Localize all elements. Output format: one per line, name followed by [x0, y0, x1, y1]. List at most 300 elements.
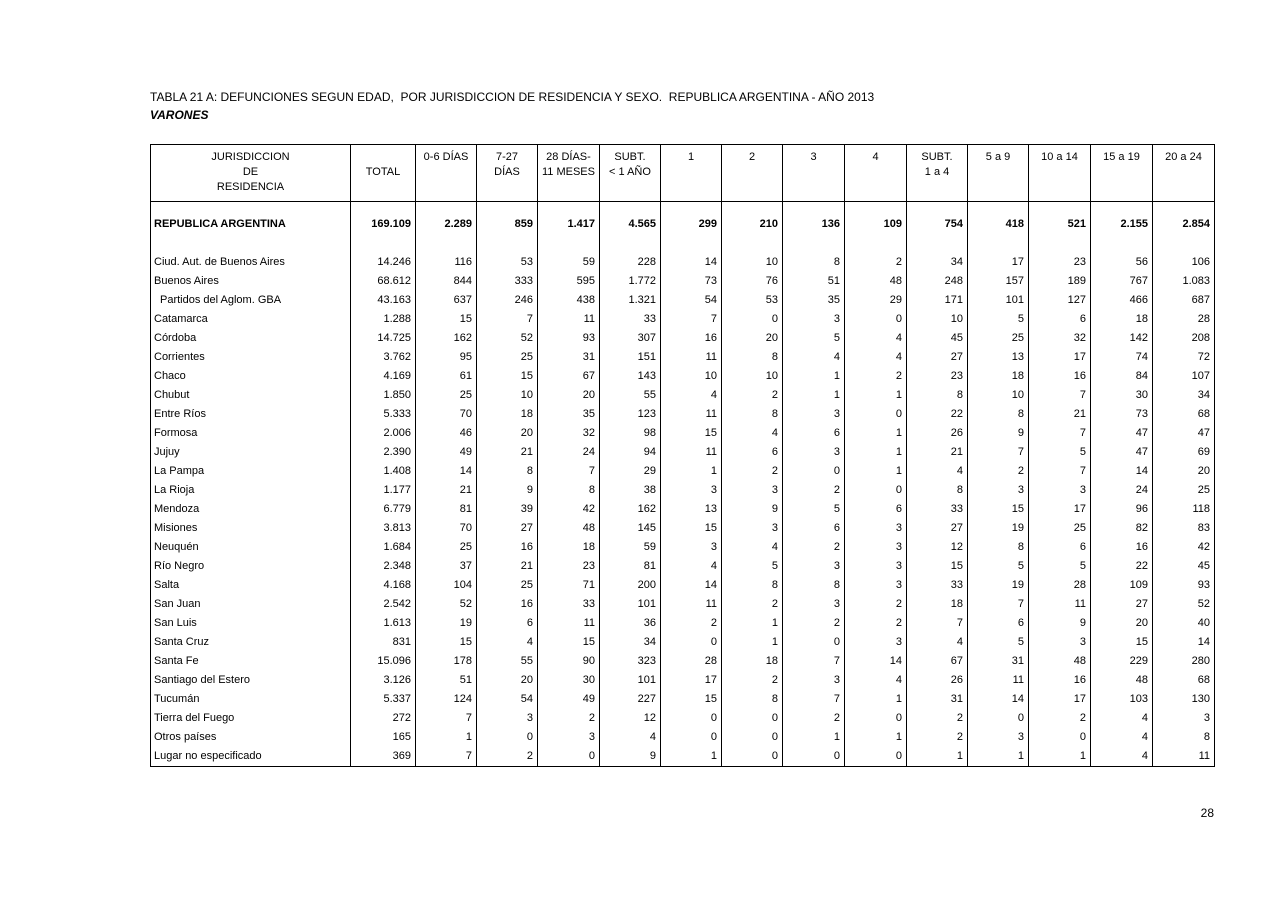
cell: 3: [783, 405, 845, 424]
cell: 82: [1091, 519, 1153, 538]
cell: 49: [538, 690, 600, 709]
cell: 4: [722, 538, 783, 557]
cell: 6.779: [351, 500, 416, 519]
cell: 26: [907, 424, 968, 443]
cell: 7: [1029, 462, 1091, 481]
cell: 2: [783, 614, 845, 633]
cell: 6: [722, 443, 783, 462]
cell: 2: [845, 367, 907, 386]
cell: 15: [661, 424, 722, 443]
cell: 0: [722, 709, 783, 728]
cell: 93: [1153, 576, 1215, 595]
cell: 323: [600, 652, 661, 671]
cell: 0: [661, 633, 722, 652]
cell: [600, 202, 661, 215]
cell: 7: [538, 462, 600, 481]
cell: 20: [722, 329, 783, 348]
cell: [351, 234, 416, 253]
cell: 162: [416, 329, 477, 348]
cell: 2: [968, 462, 1029, 481]
table-row: [151, 443, 1215, 462]
cell: 124: [416, 690, 477, 709]
cell: 27: [907, 348, 968, 367]
cell: 831: [351, 633, 416, 652]
cell: 8: [722, 405, 783, 424]
cell: 3: [1153, 709, 1215, 728]
cell: 72: [1153, 348, 1215, 367]
cell: 118: [1153, 500, 1215, 519]
cell: 1: [722, 614, 783, 633]
table-row: [151, 481, 1215, 500]
row-label: Mendoza: [151, 500, 351, 519]
cell: 1.613: [351, 614, 416, 633]
cell: 7: [968, 443, 1029, 462]
cell: 2.006: [351, 424, 416, 443]
cell: 151: [600, 348, 661, 367]
cell: 2: [783, 709, 845, 728]
cell: 157: [968, 272, 1029, 291]
cell: 55: [477, 652, 538, 671]
cell: 19: [968, 576, 1029, 595]
table-row: [151, 253, 1215, 272]
row-label: Córdoba: [151, 329, 351, 348]
cell: [722, 202, 783, 215]
cell: 5: [968, 633, 1029, 652]
cell: 24: [538, 443, 600, 462]
cell: 32: [538, 424, 600, 443]
cell: 8: [1153, 728, 1215, 747]
cell: 14: [661, 576, 722, 595]
cell: 109: [1091, 576, 1153, 595]
cell: 123: [600, 405, 661, 424]
cell: 5: [1029, 557, 1091, 576]
cell: [600, 234, 661, 253]
cell: 2: [477, 747, 538, 767]
cell: 98: [600, 424, 661, 443]
cell: 11: [661, 405, 722, 424]
table-row: [151, 272, 1215, 291]
cell: 1: [845, 462, 907, 481]
cell: 418: [968, 215, 1029, 234]
cell: [845, 234, 907, 253]
cell: 5: [783, 500, 845, 519]
cell: 1: [845, 386, 907, 405]
cell: 25: [477, 348, 538, 367]
cell: 15: [416, 310, 477, 329]
cell: 47: [1091, 424, 1153, 443]
column-header: 10 a 14: [1029, 145, 1091, 202]
cell: 162: [600, 500, 661, 519]
table-body: [151, 202, 1215, 767]
cell: 6: [845, 500, 907, 519]
cell: 130: [1153, 690, 1215, 709]
cell: 7: [907, 614, 968, 633]
cell: 1.288: [351, 310, 416, 329]
row-label: REPUBLICA ARGENTINA: [151, 215, 351, 234]
cell: 25: [477, 576, 538, 595]
cell: 859: [477, 215, 538, 234]
cell: 2: [722, 595, 783, 614]
cell: 68.612: [351, 272, 416, 291]
cell: 2: [907, 709, 968, 728]
table-row: [151, 329, 1215, 348]
cell: 20: [477, 424, 538, 443]
cell: 2: [845, 253, 907, 272]
cell: 51: [416, 671, 477, 690]
cell: 6: [1029, 310, 1091, 329]
cell: [968, 202, 1029, 215]
cell: 844: [416, 272, 477, 291]
cell: 59: [538, 253, 600, 272]
cell: 3: [538, 728, 600, 747]
cell: 15: [1091, 633, 1153, 652]
cell: 27: [907, 519, 968, 538]
cell: 16: [477, 538, 538, 557]
cell: 5: [1029, 443, 1091, 462]
cell: 466: [1091, 291, 1153, 310]
cell: 34: [1153, 386, 1215, 405]
cell: 4: [783, 348, 845, 367]
cell: 45: [907, 329, 968, 348]
cell: 73: [1091, 405, 1153, 424]
cell: 1: [845, 443, 907, 462]
cell: [907, 234, 968, 253]
cell: 31: [907, 690, 968, 709]
cell: [477, 202, 538, 215]
cell: 20: [477, 671, 538, 690]
cell: 0: [845, 481, 907, 500]
cell: 22: [907, 405, 968, 424]
cell: 307: [600, 329, 661, 348]
cell: [1153, 234, 1215, 253]
cell: 1: [845, 424, 907, 443]
cell: 17: [1029, 690, 1091, 709]
cell: 21: [416, 481, 477, 500]
cell: 54: [477, 690, 538, 709]
cell: 34: [600, 633, 661, 652]
cell: 25: [1153, 481, 1215, 500]
cell: 34: [907, 253, 968, 272]
table-row: [151, 215, 1215, 234]
cell: 25: [968, 329, 1029, 348]
cell: 3: [1029, 481, 1091, 500]
cell: 19: [968, 519, 1029, 538]
cell: 15: [907, 557, 968, 576]
page-content: [150, 90, 1214, 767]
cell: 0: [845, 310, 907, 329]
cell: 48: [1029, 652, 1091, 671]
cell: 1.850: [351, 386, 416, 405]
cell: 11: [1029, 595, 1091, 614]
cell: 93: [538, 329, 600, 348]
cell: 3: [968, 728, 1029, 747]
cell: [538, 234, 600, 253]
cell: 81: [416, 500, 477, 519]
cell: 4.168: [351, 576, 416, 595]
cell: 18: [907, 595, 968, 614]
column-header: 3: [783, 145, 845, 202]
cell: 12: [907, 538, 968, 557]
cell: [968, 234, 1029, 253]
cell: 47: [1153, 424, 1215, 443]
cell: 104: [416, 576, 477, 595]
cell: 0: [1029, 728, 1091, 747]
cell: 2: [845, 614, 907, 633]
cell: 4.169: [351, 367, 416, 386]
cell: 169.109: [351, 215, 416, 234]
cell: 1: [845, 728, 907, 747]
cell: 2: [722, 386, 783, 405]
cell: 33: [907, 576, 968, 595]
cell: 68: [1153, 405, 1215, 424]
cell: 21: [477, 557, 538, 576]
cell: 8: [783, 253, 845, 272]
cell: 18: [722, 652, 783, 671]
cell: 53: [477, 253, 538, 272]
cell: 8: [907, 481, 968, 500]
cell: 6: [968, 614, 1029, 633]
cell: 4: [907, 633, 968, 652]
cell: 24: [1091, 481, 1153, 500]
row-label: Lugar no especificado: [151, 747, 351, 767]
cell: 0: [661, 709, 722, 728]
column-header: TOTAL: [351, 145, 416, 202]
table-row: [151, 519, 1215, 538]
cell: 3: [661, 538, 722, 557]
cell: 11: [661, 348, 722, 367]
table-row: [151, 310, 1215, 329]
cell: 17: [1029, 348, 1091, 367]
cell: 35: [783, 291, 845, 310]
cell: [1029, 234, 1091, 253]
cell: 30: [538, 671, 600, 690]
page-number: 28: [1200, 806, 1214, 820]
row-label: Río Negro: [151, 557, 351, 576]
row-label: Otros países: [151, 728, 351, 747]
cell: 1.684: [351, 538, 416, 557]
cell: 15: [416, 633, 477, 652]
cell: 76: [722, 272, 783, 291]
column-header: 7-27 DÍAS: [477, 145, 538, 202]
cell: [783, 202, 845, 215]
cell: 81: [600, 557, 661, 576]
cell: [661, 202, 722, 215]
table-row: [151, 462, 1215, 481]
cell: 0: [477, 728, 538, 747]
table-row: [151, 671, 1215, 690]
row-label: Misiones: [151, 519, 351, 538]
cell: 16: [1029, 367, 1091, 386]
cell: 49: [416, 443, 477, 462]
column-header: 5 a 9: [968, 145, 1029, 202]
column-header: 20 a 24: [1153, 145, 1215, 202]
cell: 369: [351, 747, 416, 767]
cell: [151, 234, 351, 253]
table-row: [151, 595, 1215, 614]
cell: 4: [1091, 747, 1153, 767]
cell: 18: [538, 538, 600, 557]
cell: 4: [845, 671, 907, 690]
cell: 16: [477, 595, 538, 614]
row-label: Santiago del Estero: [151, 671, 351, 690]
cell: 1: [1029, 747, 1091, 767]
row-label: Corrientes: [151, 348, 351, 367]
cell: 1.417: [538, 215, 600, 234]
cell: 7: [1029, 386, 1091, 405]
cell: 56: [1091, 253, 1153, 272]
cell: 31: [968, 652, 1029, 671]
row-label: Tierra del Fuego: [151, 709, 351, 728]
cell: 4: [600, 728, 661, 747]
cell: 25: [416, 538, 477, 557]
cell: 32: [1029, 329, 1091, 348]
cell: 1.321: [600, 291, 661, 310]
table-row: [151, 652, 1215, 671]
cell: 9: [968, 424, 1029, 443]
cell: 7: [416, 747, 477, 767]
cell: 28: [1029, 576, 1091, 595]
cell: 48: [538, 519, 600, 538]
cell: 0: [783, 462, 845, 481]
cell: 3.762: [351, 348, 416, 367]
table-row: [151, 386, 1215, 405]
cell: 2: [907, 728, 968, 747]
cell: 14: [661, 253, 722, 272]
cell: 1: [845, 690, 907, 709]
cell: 33: [600, 310, 661, 329]
cell: 3: [783, 557, 845, 576]
cell: 27: [477, 519, 538, 538]
cell: 11: [538, 614, 600, 633]
table-header: [151, 145, 1215, 202]
cell: 51: [783, 272, 845, 291]
cell: 9: [1029, 614, 1091, 633]
cell: 15.096: [351, 652, 416, 671]
cell: 3: [477, 709, 538, 728]
cell: 1: [416, 728, 477, 747]
cell: 2.854: [1153, 215, 1215, 234]
cell: 52: [1153, 595, 1215, 614]
cell: 189: [1029, 272, 1091, 291]
cell: 20: [538, 386, 600, 405]
cell: 101: [968, 291, 1029, 310]
column-header: SUBT. < 1 AÑO: [600, 145, 661, 202]
cell: 11: [661, 595, 722, 614]
cell: 9: [600, 747, 661, 767]
cell: 8: [538, 481, 600, 500]
row-label: Santa Fe: [151, 652, 351, 671]
cell: 1: [661, 462, 722, 481]
cell: 109: [845, 215, 907, 234]
cell: 0: [722, 728, 783, 747]
cell: 25: [1029, 519, 1091, 538]
cell: 14.246: [351, 253, 416, 272]
row-label: Neuquén: [151, 538, 351, 557]
cell: 767: [1091, 272, 1153, 291]
cell: 18: [1091, 310, 1153, 329]
cell: 1: [722, 633, 783, 652]
cell: 4: [661, 386, 722, 405]
cell: 21: [907, 443, 968, 462]
cell: 8: [968, 538, 1029, 557]
table-row: [151, 709, 1215, 728]
cell: 4: [845, 348, 907, 367]
cell: 14: [968, 690, 1029, 709]
cell: 3: [783, 310, 845, 329]
cell: 8: [968, 405, 1029, 424]
cell: 0: [845, 709, 907, 728]
cell: 11: [1153, 747, 1215, 767]
cell: 10: [722, 253, 783, 272]
cell: 95: [416, 348, 477, 367]
cell: 29: [845, 291, 907, 310]
table-row: [151, 424, 1215, 443]
cell: 23: [1029, 253, 1091, 272]
table-row: [151, 747, 1215, 767]
cell: [477, 234, 538, 253]
cell: 7: [416, 709, 477, 728]
cell: 2: [661, 614, 722, 633]
cell: 10: [477, 386, 538, 405]
cell: [845, 202, 907, 215]
cell: 6: [783, 519, 845, 538]
cell: 1.772: [600, 272, 661, 291]
cell: 13: [968, 348, 1029, 367]
cell: 171: [907, 291, 968, 310]
cell: 248: [907, 272, 968, 291]
cell: 28: [1153, 310, 1215, 329]
cell: 3: [783, 443, 845, 462]
cell: 52: [477, 329, 538, 348]
cell: 0: [538, 747, 600, 767]
cell: 0: [968, 709, 1029, 728]
cell: 14: [416, 462, 477, 481]
cell: 10: [661, 367, 722, 386]
cell: 0: [783, 633, 845, 652]
cell: 145: [600, 519, 661, 538]
cell: 11: [968, 671, 1029, 690]
cell: 0: [722, 747, 783, 767]
cell: 4: [1091, 728, 1153, 747]
cell: 142: [1091, 329, 1153, 348]
cell: 18: [477, 405, 538, 424]
cell: 20: [1091, 614, 1153, 633]
table-row: [151, 348, 1215, 367]
cell: 6: [783, 424, 845, 443]
column-header: 1: [661, 145, 722, 202]
table-row: [151, 405, 1215, 424]
cell: 3: [845, 557, 907, 576]
cell: 229: [1091, 652, 1153, 671]
cell: [907, 202, 968, 215]
cell: 3: [845, 576, 907, 595]
cell: 7: [783, 690, 845, 709]
cell: 48: [845, 272, 907, 291]
cell: 333: [477, 272, 538, 291]
cell: 19: [416, 614, 477, 633]
cell: 42: [538, 500, 600, 519]
cell: 3: [661, 481, 722, 500]
row-label: Santa Cruz: [151, 633, 351, 652]
table-row: [151, 690, 1215, 709]
table-row: [151, 576, 1215, 595]
cell: [722, 234, 783, 253]
cell: 14: [1153, 633, 1215, 652]
cell: 1.177: [351, 481, 416, 500]
cell: 21: [1029, 405, 1091, 424]
cell: 227: [600, 690, 661, 709]
cell: 83: [1153, 519, 1215, 538]
